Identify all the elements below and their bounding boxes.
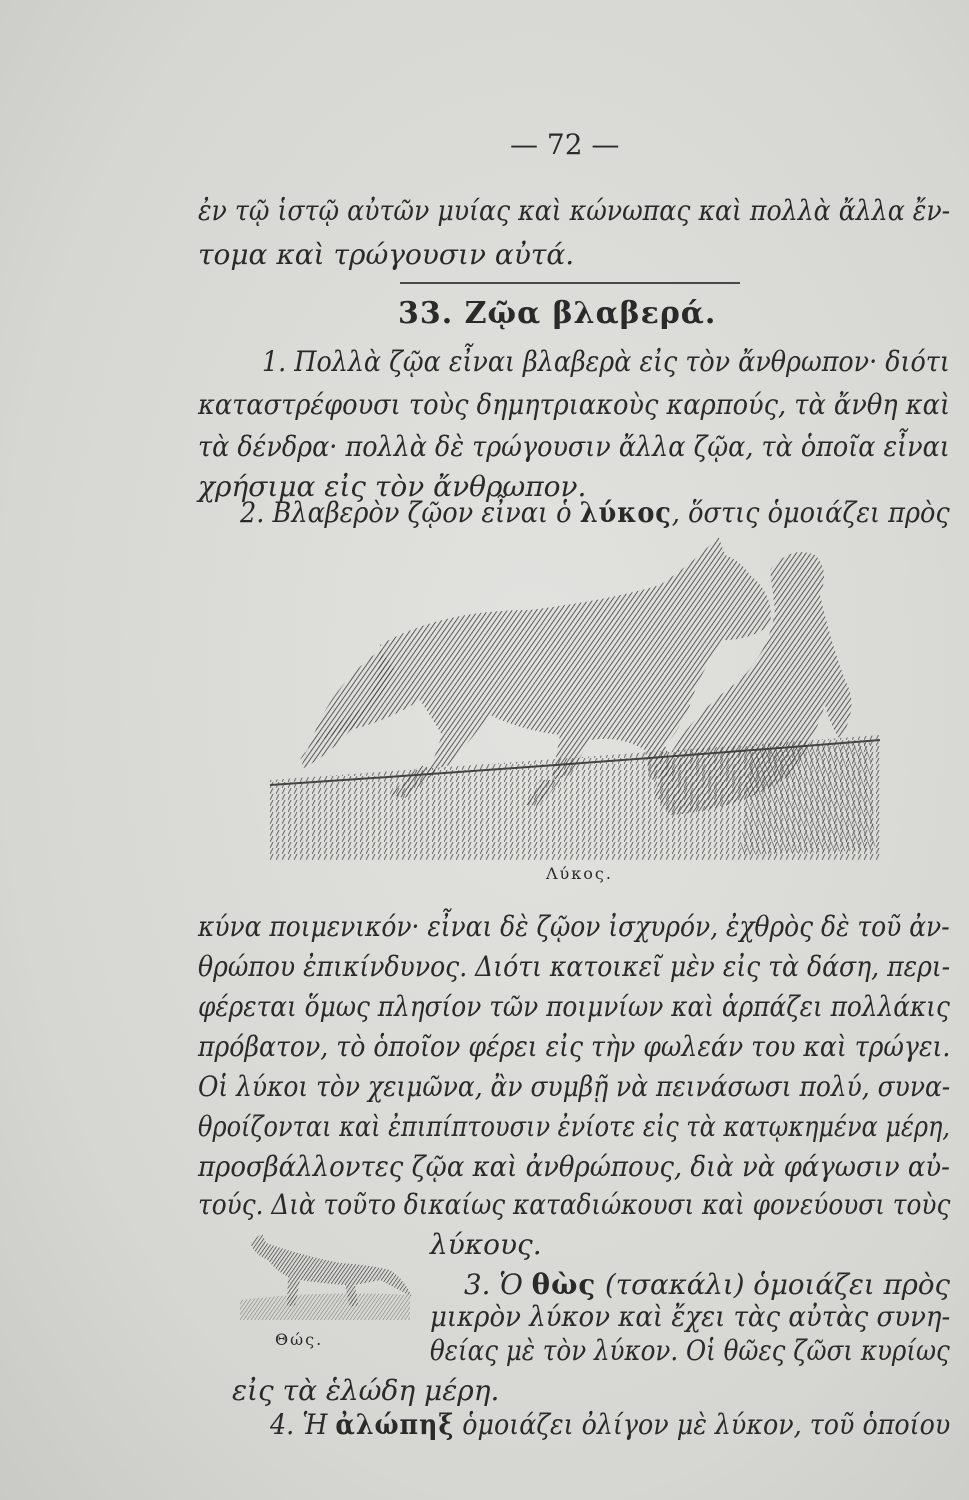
text-line: μικρὸν λύκον καὶ ἔχει τὰς αὐτὰς συνη- xyxy=(430,1300,951,1333)
bold-term: λύκος xyxy=(579,496,672,529)
text-line: θροίζονται καὶ ἐπιπίπτουσιν ἐνίοτε εἰς τὰ κατῳκημένα μέρη, xyxy=(198,1110,951,1143)
text-line: θείας μὲ τὸν λύκον. Οἱ θῶες ζῶσι κυρίως xyxy=(430,1334,950,1367)
section-divider xyxy=(400,282,740,284)
text-line xyxy=(464,1268,950,1302)
text-run: , ὅστις ὁμοιάζει πρὸς xyxy=(671,496,950,529)
text-run: (τσακάλι) ὁμοιάζει πρὸς xyxy=(596,1268,951,1301)
text-line: λύκους. xyxy=(430,1228,542,1261)
jackal-illustration xyxy=(240,1225,420,1325)
text-line: Οἱ λύκοι τὸν χειμῶνα, ἂν συμβῇ νὰ πεινάσωσι πολύ, συνα- xyxy=(198,1070,951,1103)
text-line xyxy=(270,1408,950,1442)
text-line: 1. Πολλὰ ζῷα εἶναι βλαβερὰ εἰς τὸν ἄνθρωπον· διότι xyxy=(262,345,950,378)
text-line: τὰ δένδρα· πολλὰ δὲ τρώγουσιν ἄλλα ζῷα, τὰ ὁποῖα εἶναι xyxy=(198,430,950,463)
text-line: πρόβατον, τὸ ὁποῖον φέρει εἰς τὴν φωλεάν του καὶ τρώγει. xyxy=(198,1030,951,1063)
wolf-caption: Λύκος. xyxy=(546,864,613,883)
text-run: 2. Βλαβερὸν ζῷον εἶναι ὁ xyxy=(240,496,580,529)
text-line: τούς. Διὰ τοῦτο δικαίως καταδιώκουσι καὶ φονεύουσι τοὺς xyxy=(198,1188,951,1221)
text-line: τομα καὶ τρώγουσιν αὐτά. xyxy=(198,238,575,271)
text-line: φέρεται ὅμως πλησίον τῶν ποιμνίων καὶ ἁρπάζει πολλάκις xyxy=(198,990,950,1023)
section-heading: 33. Ζῷα βλαβερά. xyxy=(398,296,717,331)
bold-term: ἀλώπηξ xyxy=(335,1408,455,1441)
text-run: ὁμοιάζει ὀλίγον μὲ λύκον, τοῦ ὁποίου xyxy=(454,1408,951,1441)
text-line: ἐν τῷ ἱστῷ αὐτῶν μυίας καὶ κώνωπας καὶ πολλὰ ἄλλα ἔν- xyxy=(198,194,951,227)
text-line: εἰς τὰ ἑλώδη μέρη. xyxy=(232,1374,500,1407)
text-line: προσβάλλοντες ζῷα καὶ ἀνθρώπους, διὰ νὰ φάγωσιν αὐ- xyxy=(198,1150,950,1183)
text-line: χρήσιμα εἰς τὸν ἄνθρωπον. xyxy=(198,470,587,503)
text-run: 3. Ὁ xyxy=(464,1268,532,1301)
text-run: 4. Ἡ xyxy=(270,1408,336,1441)
jackal-caption: Θώς. xyxy=(275,1330,324,1349)
text-line: καταστρέφουσι τοὺς δημητριακοὺς καρπούς, τὰ ἄνθη καὶ xyxy=(198,388,951,421)
wolf-illustration xyxy=(270,530,910,870)
text-line xyxy=(240,496,950,530)
bold-term: θὼς xyxy=(531,1268,597,1301)
text-line: κύνα ποιμενικόν· εἶναι δὲ ζῷον ἰσχυρόν, ἐχθρὸς δὲ τοῦ ἀν- xyxy=(198,910,950,943)
text-line: θρώπου ἐπικίνδυνος. Διότι κατοικεῖ μὲν εἰς τὰ δάση, περι- xyxy=(198,950,951,983)
page-number: — 72 — xyxy=(510,128,620,161)
